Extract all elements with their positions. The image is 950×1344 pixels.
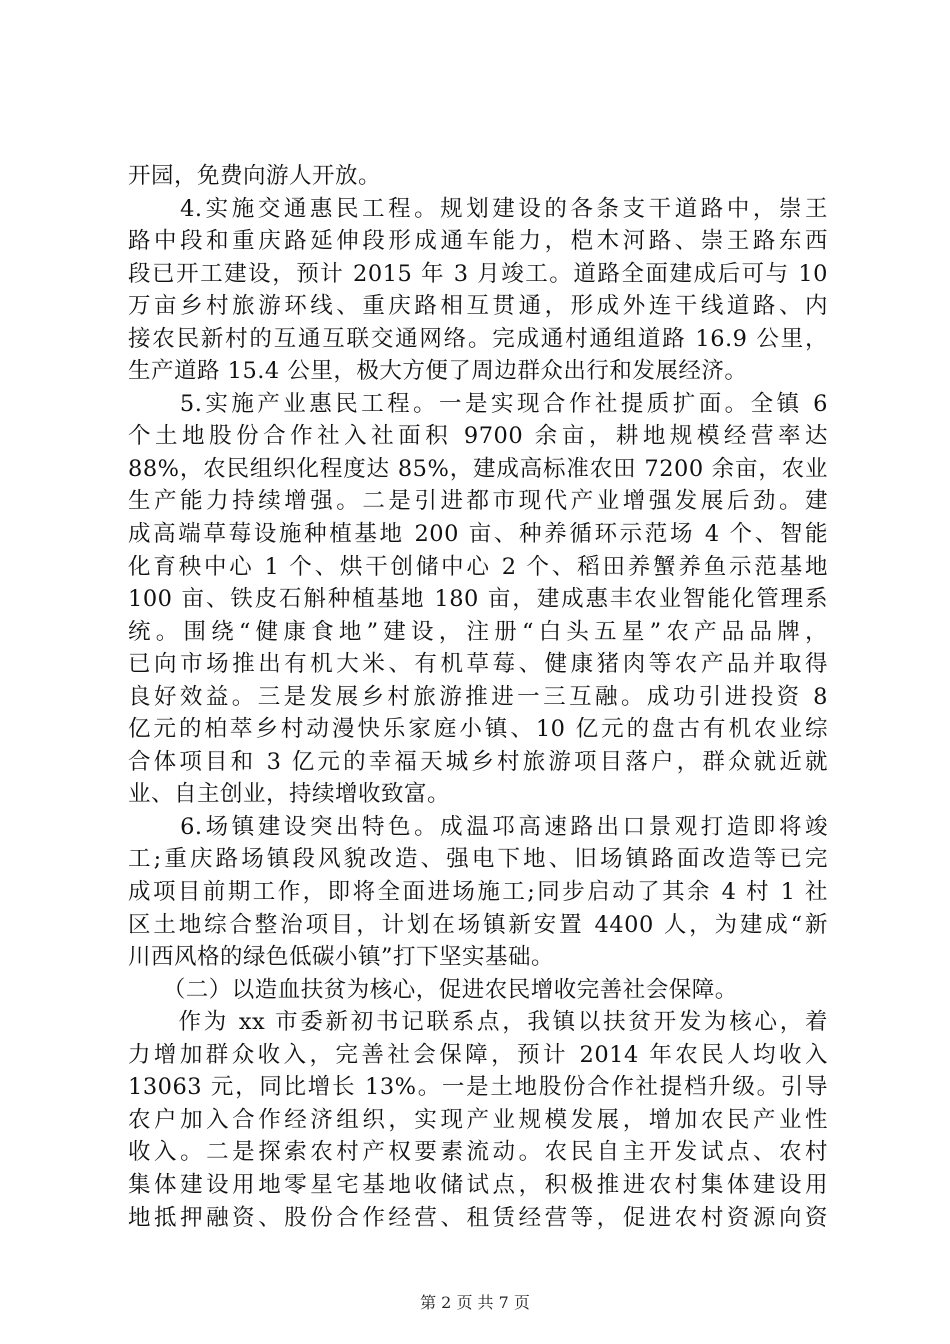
text-line: 个土地股份合作社入社面积 9700 余亩，耕地规模经营率达 (128, 423, 828, 450)
text-line: 农户加入合作经济组织，实现产业规模发展，增加农民产业性 (128, 1106, 828, 1133)
text-line: 开园，免费向游人开放。 (128, 163, 382, 189)
text-line: 成高端草莓设施种植基地 200 亩、种养循环示范场 4 个、智能 (128, 521, 828, 548)
text-line: 统。围绕“健康食地”建设，注册“白头五星”农产品品牌， (128, 618, 828, 645)
document-body (128, 160, 828, 1234)
text-line: 收入。二是探索农村产权要素流动。农民自主开发试点、农村 (128, 1139, 828, 1166)
text-line: 6.场镇建设突出特色。成温邛高速路出口景观打造即将竣 (128, 813, 828, 840)
text-line: 工;重庆路场镇段风貌改造、强电下地、旧场镇路面改造等已完 (128, 846, 828, 873)
text-line: 段已开工建设，预计 2015 年 3 月竣工。道路全面建成后可与 10 (128, 260, 828, 287)
text-line: 已向市场推出有机大米、有机草莓、健康猪肉等农产品并取得 (128, 651, 828, 678)
text-line: 区土地综合整治项目，计划在场镇新安置 4400 人，为建成“新 (128, 911, 828, 938)
text-line: 地抵押融资、股份合作经营、租赁经营等，促进农村资源向资 (128, 1204, 828, 1231)
text-line: 化育秧中心 1 个、烘干创储中心 2 个、稻田养蟹养鱼示范基地 (128, 553, 828, 580)
text-line: 川西风格的绿色低碳小镇”打下坚实基础。 (128, 944, 555, 971)
text-line: 88%，农民组织化程度达 85%，建成高标准农田 7200 余亩，农业 (128, 455, 828, 482)
text-line: 业、自主创业，持续增收致富。 (128, 781, 451, 808)
text-line: 亿元的柏萃乡村动漫快乐家庭小镇、10 亿元的盘古有机农业综 (128, 716, 828, 743)
text-line: 5.实施产业惠民工程。一是实现合作社提质扩面。全镇 6 (128, 390, 828, 417)
text-line: 4.实施交通惠民工程。规划建设的各条支干道路中，崇王 (128, 195, 828, 222)
text-line: 集体建设用地零星宅基地收储试点，积极推进农村集体建设用 (128, 1171, 828, 1198)
text-line: 100 亩、铁皮石斛种植基地 180 亩，建成惠丰农业智能化管理系 (128, 586, 828, 613)
text-line: （二）以造血扶贫为核心，促进农民增收完善社会保障。 (128, 976, 738, 1003)
text-line: 生产能力持续增强。二是引进都市现代产业增强发展后劲。建 (128, 488, 828, 515)
text-line: 13063 元，同比增长 13%。一是土地股份合作社提档升级。引导 (128, 1074, 828, 1101)
text-line: 生产道路 15.4 公里，极大方便了周边群众出行和发展经济。 (128, 358, 748, 385)
page-footer: 第 2 页 共 7 页 (420, 1293, 530, 1312)
text-line: 成项目前期工作，即将全面进场施工;同步启动了其余 4 村 1 社 (128, 879, 828, 906)
text-line: 力增加群众收入，完善社会保障，预计 2014 年农民人均收入 (128, 1041, 828, 1068)
text-line: 万亩乡村旅游环线、重庆路相互贯通，形成外连干线道路、内 (128, 293, 828, 320)
text-line: 作为 xx 市委新初书记联系点，我镇以扶贫开发为核心，着 (128, 1009, 828, 1036)
text-line: 路中段和重庆路延伸段形成通车能力，桤木河路、崇王路东西 (128, 228, 828, 255)
text-line: 接农民新村的互通互联交通网络。完成通村通组道路 16.9 公里， (128, 325, 828, 352)
text-line: 合体项目和 3 亿元的幸福天城乡村旅游项目落户，群众就近就 (128, 748, 828, 775)
text-line: 良好效益。三是发展乡村旅游推进一三互融。成功引进投资 8 (128, 683, 828, 710)
